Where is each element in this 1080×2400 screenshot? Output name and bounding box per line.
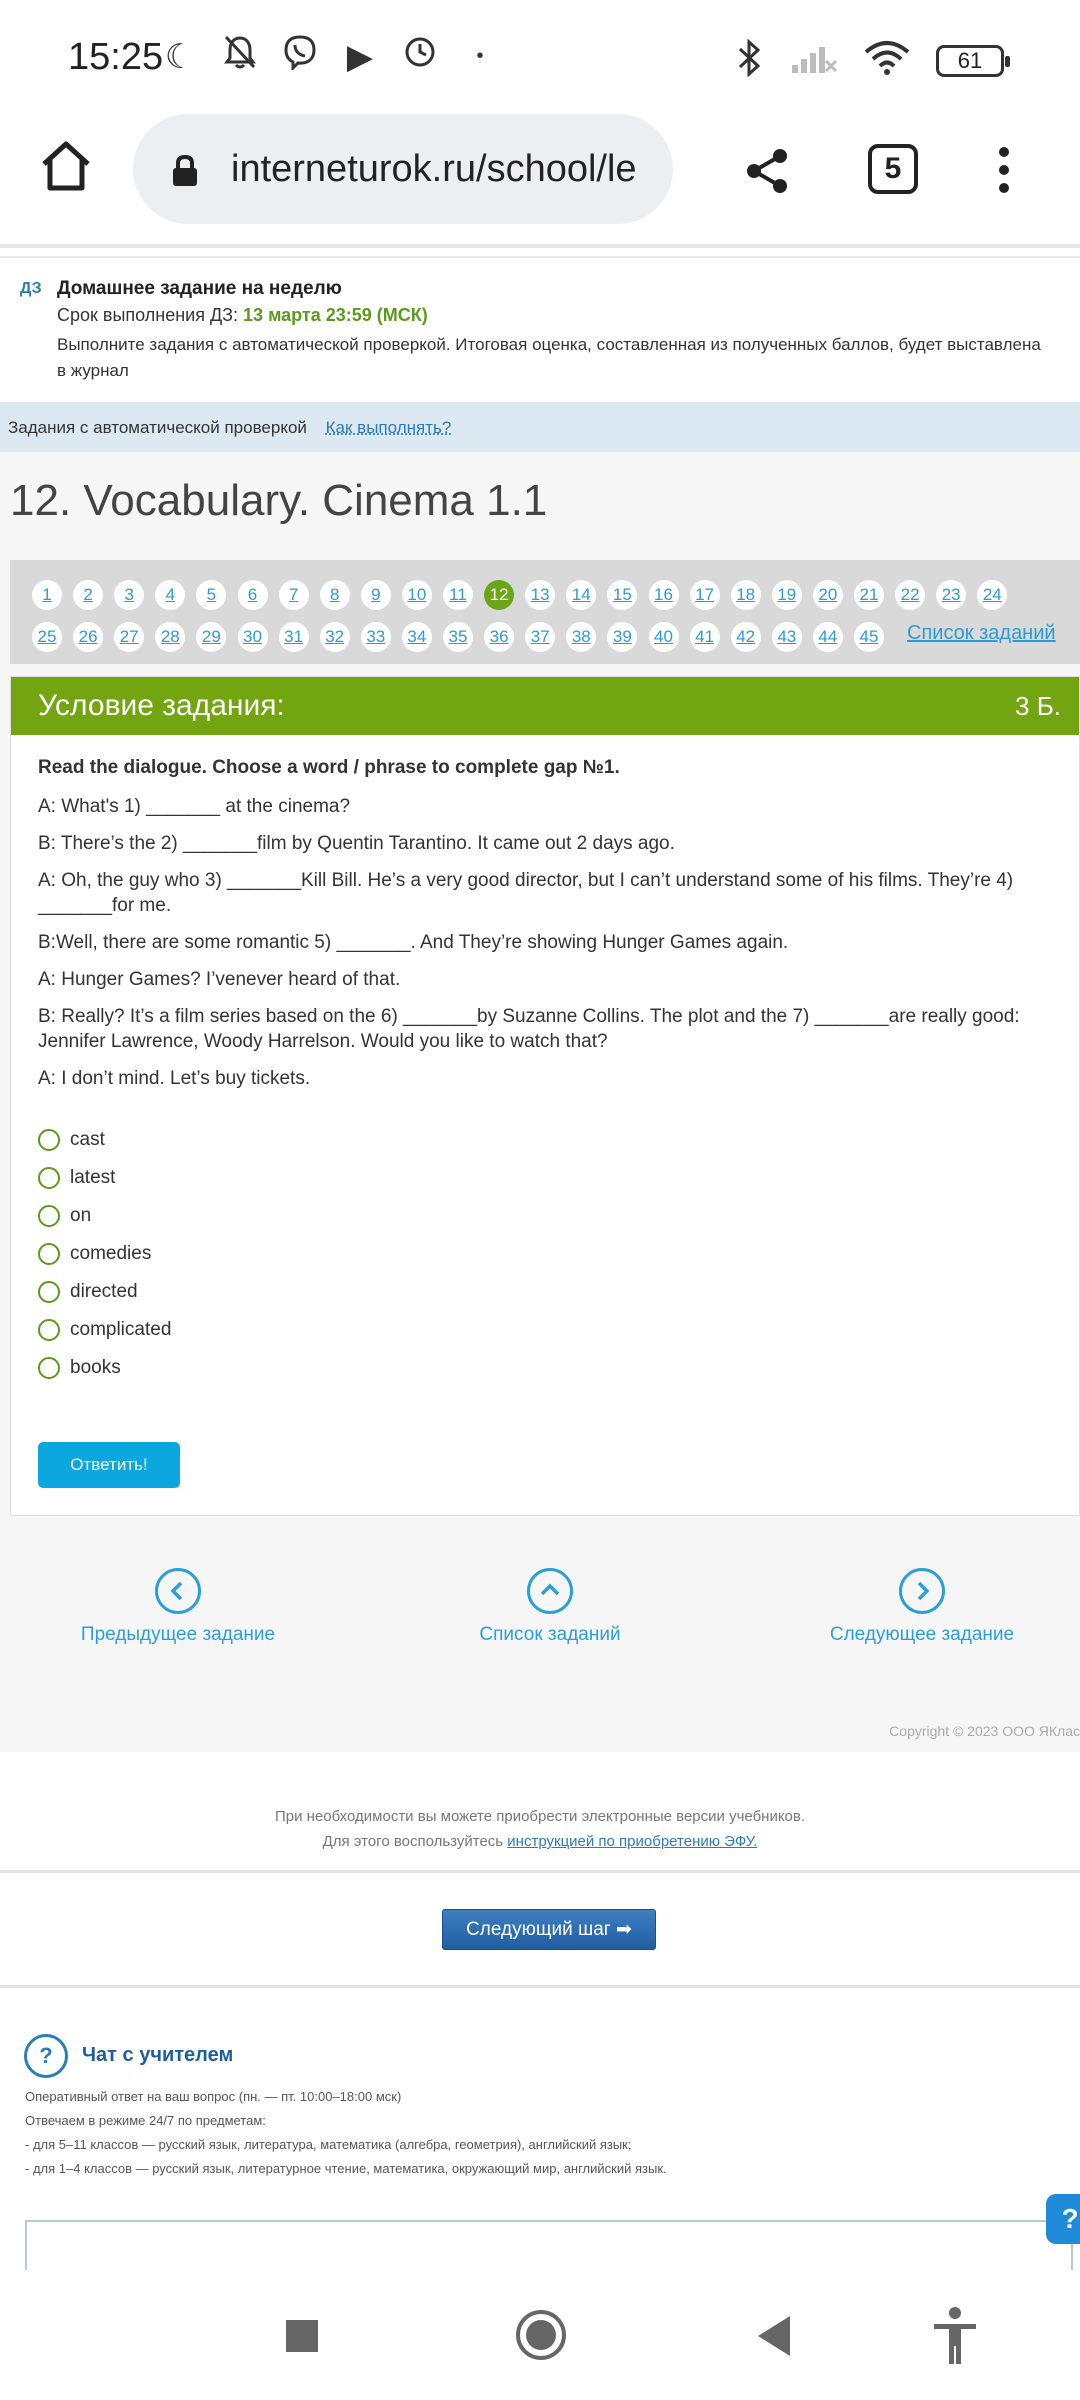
task-body xyxy=(11,735,1079,1407)
option-cast[interactable] xyxy=(38,1121,1052,1159)
pager-item-43[interactable]: 43 xyxy=(772,622,802,652)
next-task-link[interactable] xyxy=(792,1568,1052,1646)
option-label: latest xyxy=(70,1167,116,1188)
dialogue-line: B: There’s the 2) _______film by Quentin Tarantino. It came out 2 days ago. xyxy=(38,833,675,854)
pager-item-21[interactable]: 21 xyxy=(854,580,884,610)
option-latest[interactable] xyxy=(38,1159,1052,1197)
more-menu-icon[interactable] xyxy=(994,144,1014,200)
moon-icon: ☾ xyxy=(164,37,196,76)
bluetooth-icon xyxy=(736,38,764,83)
option-complicated[interactable] xyxy=(38,1311,1052,1349)
prev-task-label: Предыдущее задание xyxy=(80,1624,276,1645)
divider xyxy=(0,1985,1080,1988)
wifi-icon xyxy=(864,40,910,81)
task-instruction: Read the dialogue. Choose a word / phrase to complete gap №1. xyxy=(38,757,620,778)
deadline-label: Срок выполнения ДЗ: xyxy=(57,305,239,325)
pager-item-28[interactable]: 28 xyxy=(155,622,185,652)
option-label: comedies xyxy=(70,1243,152,1264)
alarm-icon xyxy=(400,35,440,78)
autocheck-label: Задания с автоматической проверкой xyxy=(8,418,307,437)
dialogue-line: A: What's 1) _______ at the cinema? xyxy=(38,796,351,817)
pager-item-26[interactable]: 26 xyxy=(73,622,103,652)
pager-item-15[interactable]: 15 xyxy=(607,580,637,610)
pager-item-37[interactable]: 37 xyxy=(525,622,555,652)
dot-icon: • xyxy=(476,45,484,67)
answer-options xyxy=(38,1121,1052,1387)
option-label: complicated xyxy=(70,1319,172,1340)
divider xyxy=(0,244,1080,248)
efu-prefix: Для этого воспользуйтесь xyxy=(322,1833,504,1850)
pager-item-18[interactable]: 18 xyxy=(731,580,761,610)
pager-item-17[interactable]: 17 xyxy=(690,580,720,610)
autocheck-bar xyxy=(0,402,1080,452)
battery-icon: 61 xyxy=(936,45,1004,77)
pager-item-5[interactable]: 5 xyxy=(196,580,226,610)
pager-item-38[interactable]: 38 xyxy=(566,622,596,652)
pager-item-24[interactable]: 24 xyxy=(977,580,1007,610)
chat-question-icon: ? xyxy=(24,2034,68,2078)
home-circle-icon[interactable] xyxy=(516,2310,566,2360)
page-title: 12. Vocabulary. Cinema 1.1 xyxy=(10,476,548,525)
chat-info-line: Оперативный ответ на ваш вопрос (пн. — пт. 10:00–18:00 мск) xyxy=(25,2089,402,2104)
efu-instruction-link[interactable]: инструкцией по приобретению ЭФУ. xyxy=(507,1833,758,1850)
dialogue-line: B: Really? It’s a film series based on the 6) _______by Suzanne Collins. The plot and the 7) _______are really good: Jennifer Lawrence, Woody Harrelson. Would you like to watch that? xyxy=(38,1006,1020,1052)
pager-item-6[interactable]: 6 xyxy=(238,580,268,610)
pager-item-23[interactable]: 23 xyxy=(936,580,966,610)
home-icon[interactable] xyxy=(38,138,94,194)
next-task-label: Следующее задание xyxy=(829,1624,1015,1645)
dialogue-line: B:Well, there are some romantic 5) _______. And They’re showing Hunger Games again. xyxy=(38,932,789,953)
pager-item-9[interactable]: 9 xyxy=(361,580,391,610)
pager-item-25[interactable]: 25 xyxy=(32,622,62,652)
radio-button[interactable] xyxy=(38,1243,60,1265)
radio-button[interactable] xyxy=(38,1319,60,1341)
option-books[interactable] xyxy=(38,1349,1052,1387)
option-on[interactable] xyxy=(38,1197,1052,1235)
pager-item-22[interactable]: 22 xyxy=(895,580,925,610)
homework-title: Домашнее задание на неделю xyxy=(57,278,342,299)
pager-item-1[interactable]: 1 xyxy=(32,580,62,610)
help-button[interactable]: ? xyxy=(1046,2194,1080,2244)
browser-toolbar xyxy=(0,110,1080,230)
radio-button[interactable] xyxy=(38,1281,60,1303)
chat-info-line: - для 5–11 классов — русский язык, литература, математика (алгебра, геометрия), английский язык; xyxy=(25,2137,632,2152)
chevron-right-icon xyxy=(899,1568,945,1614)
url-bar[interactable] xyxy=(133,114,673,224)
dialogue-line: A: Oh, the guy who 3) _______Kill Bill. He’s a very good director, but I can’t understand some of his films. They’re 4) _______for me. xyxy=(38,870,1014,916)
pager-item-29[interactable]: 29 xyxy=(196,622,226,652)
bell-off-icon xyxy=(220,34,260,79)
pager-item-44[interactable]: 44 xyxy=(813,622,843,652)
pager-item-3[interactable]: 3 xyxy=(114,580,144,610)
answer-button[interactable]: Ответить! xyxy=(38,1442,180,1488)
pager-item-35[interactable]: 35 xyxy=(443,622,473,652)
pager-item-34[interactable]: 34 xyxy=(402,622,432,652)
system-nav-bar xyxy=(0,2270,1080,2400)
chat-info xyxy=(25,2085,1065,2181)
pager-item-31[interactable]: 31 xyxy=(279,622,309,652)
pager-item-2[interactable]: 2 xyxy=(73,580,103,610)
share-icon[interactable] xyxy=(742,146,792,196)
pager-item-36[interactable]: 36 xyxy=(484,622,514,652)
pager-item-8[interactable]: 8 xyxy=(320,580,350,610)
task-header-title: Условие задания: xyxy=(38,689,285,722)
option-label: cast xyxy=(70,1129,105,1150)
task-list-nav-label: Список заданий xyxy=(479,1624,621,1645)
divider xyxy=(0,1870,1080,1873)
next-step-button[interactable]: Следующий шаг ➡ xyxy=(442,1909,656,1950)
pager-item-41[interactable]: 41 xyxy=(690,622,720,652)
divider xyxy=(0,256,1080,258)
efu-notice xyxy=(0,1754,1080,1870)
pager-item-40[interactable]: 40 xyxy=(649,622,679,652)
pager-item-4[interactable]: 4 xyxy=(155,580,185,610)
radio-button[interactable] xyxy=(38,1129,60,1151)
pager-item-11[interactable]: 11 xyxy=(443,580,473,610)
radio-button[interactable] xyxy=(38,1357,60,1379)
dialogue-line: A: I don’t mind. Let’s buy tickets. xyxy=(38,1068,311,1089)
option-label: on xyxy=(70,1205,92,1226)
task-list-link[interactable]: Список заданий xyxy=(907,622,1056,644)
pager-item-16[interactable]: 16 xyxy=(649,580,679,610)
url-text: interneturok.ru/school/le xyxy=(231,148,637,190)
pager-item-19[interactable]: 19 xyxy=(772,580,802,610)
chat-info-line: Отвечаем в режиме 24/7 по предметам: xyxy=(25,2113,266,2128)
play-icon: ▶ xyxy=(346,37,374,76)
pager-item-12[interactable]: 12 xyxy=(484,580,514,610)
pager-item-45[interactable]: 45 xyxy=(854,622,884,652)
signal-icon xyxy=(790,41,838,80)
pager-item-27[interactable]: 27 xyxy=(114,622,144,652)
copyright: Copyright © 2023 ООО ЯКлас xyxy=(889,1723,1080,1739)
task-list-nav-link[interactable] xyxy=(420,1568,680,1646)
homework-description: Выполните задания с автоматической проверкой. Итоговая оценка, составленная из полученных баллов, будет выставлена в журнал xyxy=(57,335,1041,380)
dialogue-line: A: Hunger Games? I’venever heard of that. xyxy=(38,969,401,990)
chevron-up-icon xyxy=(527,1568,573,1614)
status-time: 15:25 xyxy=(68,36,164,78)
chevron-left-icon xyxy=(155,1568,201,1614)
lock-icon xyxy=(171,154,199,186)
pager-item-20[interactable]: 20 xyxy=(813,580,843,610)
radio-button[interactable] xyxy=(38,1167,60,1189)
tabs-count-button[interactable]: 5 xyxy=(868,144,918,194)
task-header xyxy=(11,677,1079,735)
recents-icon[interactable] xyxy=(286,2320,318,2352)
chat-title: Чат с учителем xyxy=(82,2044,234,2066)
chat-info-line: - для 1–4 классов — русский язык, литературное чтение, математика, окружающий мир, английский язык. xyxy=(25,2161,667,2176)
option-label: directed xyxy=(70,1281,138,1302)
how-to-link[interactable]: Как выполнять? xyxy=(325,418,452,437)
radio-button[interactable] xyxy=(38,1205,60,1227)
task-points: 3 Б. xyxy=(1015,690,1061,721)
prev-task-link[interactable] xyxy=(48,1568,308,1646)
pager-item-30[interactable]: 30 xyxy=(238,622,268,652)
pager-item-13[interactable]: 13 xyxy=(525,580,555,610)
task-pager xyxy=(10,560,1080,664)
pager-item-33[interactable]: 33 xyxy=(361,622,391,652)
efu-line: При необходимости вы можете приобрести электронные версии учебников. xyxy=(274,1808,806,1825)
homework-deadline xyxy=(57,305,428,326)
pager-item-42[interactable]: 42 xyxy=(731,622,761,652)
option-comedies[interactable] xyxy=(38,1235,1052,1273)
status-bar xyxy=(0,0,1080,110)
task-card xyxy=(10,676,1080,1516)
pager-item-14[interactable]: 14 xyxy=(566,580,596,610)
homework-block xyxy=(0,262,1080,402)
option-label: books xyxy=(70,1357,121,1378)
option-directed[interactable] xyxy=(38,1273,1052,1311)
viber-icon xyxy=(280,34,320,79)
pager-item-10[interactable]: 10 xyxy=(402,580,432,610)
homework-badge: ДЗ xyxy=(20,280,42,297)
pager-item-39[interactable]: 39 xyxy=(607,622,637,652)
back-icon[interactable] xyxy=(758,2316,790,2356)
deadline-value: 13 марта 23:59 (МСК) xyxy=(243,305,428,325)
accessibility-icon[interactable] xyxy=(930,2306,980,2366)
efu-line xyxy=(0,1829,1080,1854)
pager-item-32[interactable]: 32 xyxy=(320,622,350,652)
pager-item-7[interactable]: 7 xyxy=(279,580,309,610)
